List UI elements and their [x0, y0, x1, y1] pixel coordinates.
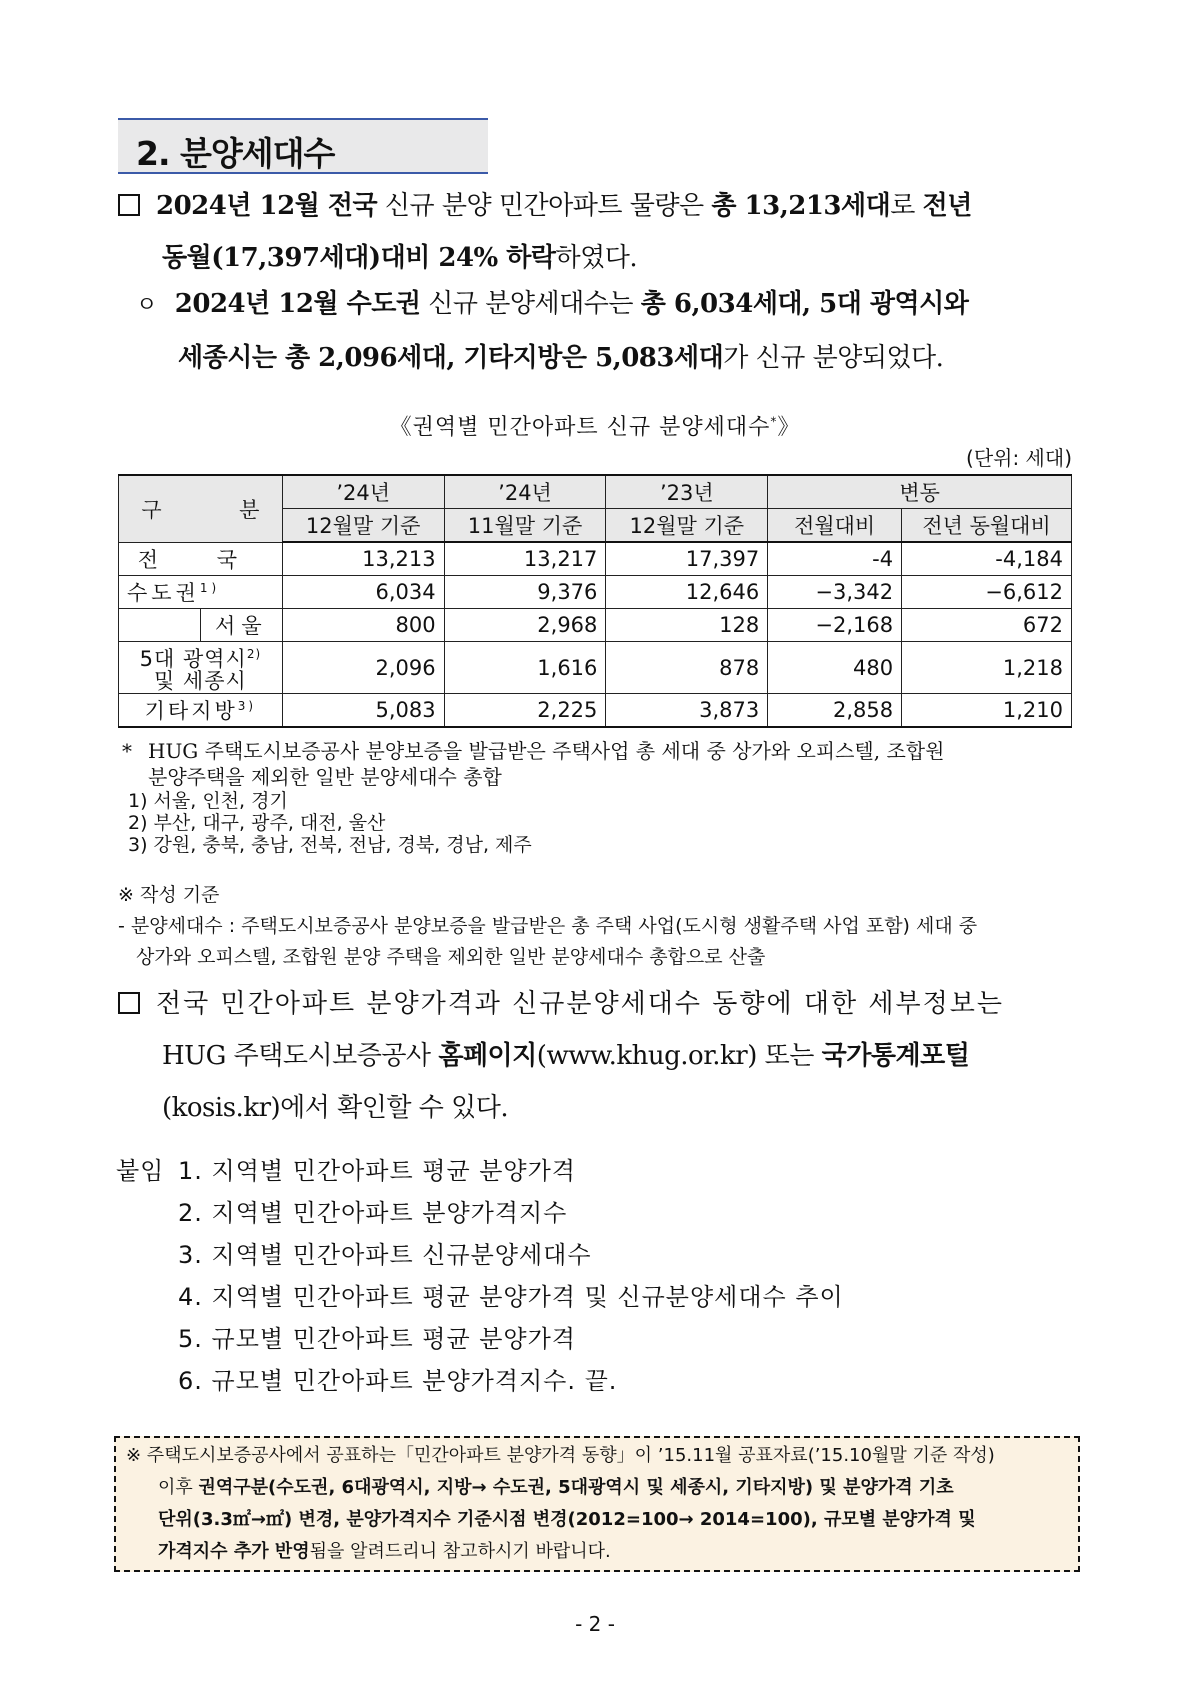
p3-url: (www.khug.or.kr) 또는 — [536, 1041, 822, 1071]
criteria-head: ※ 작성 기준 — [118, 884, 220, 906]
table-title-mark: * — [770, 414, 778, 429]
header-col1-basis: 12월말 기준 — [282, 509, 444, 543]
attachment-item: 1. 지역별 민간아파트 평균 분양가격 — [178, 1157, 576, 1185]
paragraph-regional — [136, 278, 1086, 384]
cell-value: 17,397 — [606, 542, 768, 576]
cell-value: 12,646 — [606, 576, 768, 609]
table-row — [119, 642, 1072, 694]
row-label: 수도권 — [127, 581, 200, 605]
notice-line-2a: 이후 — [158, 1477, 199, 1498]
notice-line-1: ※ 주택도시보증공사에서 공표하는「민간아파트 분양가격 동향」이 ’15.11월 공표자료(’15.10월말 기준 작성) — [126, 1445, 995, 1466]
header-bun: 분 — [239, 497, 260, 522]
paragraph-info — [118, 978, 1080, 1134]
cell-value: 480 — [768, 642, 902, 694]
cell-value: −3,342 — [768, 576, 902, 609]
cell-value: 2,225 — [444, 694, 606, 728]
criteria-line-2: 상가와 오피스텔, 조합원 분양 주택을 제외한 일반 분양세대수 총합으로 산출 — [136, 946, 766, 968]
cell-value: 2,858 — [768, 694, 902, 728]
cell-value: −6,612 — [902, 576, 1072, 609]
cell-value: 878 — [606, 642, 768, 694]
cell-value: 3,873 — [606, 694, 768, 728]
table-title — [0, 410, 1190, 441]
row-label-sup: 1) — [199, 581, 221, 595]
cell-value: 1,218 — [902, 642, 1072, 694]
cell-value: 2,968 — [444, 609, 606, 642]
row-label-2: 및 세종시 — [153, 669, 247, 693]
table-row — [119, 694, 1072, 728]
p1-total: 총 13,213세대 — [711, 191, 891, 221]
row-label-cell — [119, 694, 283, 728]
note-star-text-2: 분양주택을 제외한 일반 분양세대수 총합 — [148, 765, 502, 789]
notice-line-4a: 가격지수 추가 반영 — [158, 1541, 310, 1562]
row-label-cell — [119, 576, 283, 609]
row-label: 서울 — [200, 609, 282, 642]
p3-line-3: (kosis.kr)에서 확인할 수 있다. — [162, 1093, 509, 1123]
note-star-text: HUG 주택도시보증공사 분양보증을 발급받은 주택사업 총 세대 중 상가와 오피스텔, 조합원 — [148, 739, 945, 763]
notice-line-2b: 권역구분(수도권, 6대광역시, 지방→ 수도권, 5대광역시 및 세종시, 기타지방) 및 분양가격 기초 — [198, 1477, 954, 1498]
attachment-item: 3. 지역별 민간아파트 신규분양세대수 — [178, 1241, 592, 1269]
attachments — [116, 1150, 1076, 1402]
attachment-item: 5. 규모별 민간아파트 평균 분양가격 — [178, 1325, 576, 1353]
cell-value: 9,376 — [444, 576, 606, 609]
cell-value: -4 — [768, 542, 902, 576]
row-label: 5대 광역시 — [139, 647, 247, 671]
header-change: 변동 — [768, 475, 1072, 509]
header-category — [119, 475, 283, 542]
cell-value: -4,184 — [902, 542, 1072, 576]
header-col1-year: ’24년 — [282, 475, 444, 509]
criteria — [118, 880, 1080, 973]
cell-value: 2,096 — [282, 642, 444, 694]
p1-prev: 전년 — [922, 191, 972, 221]
cell-value: 13,217 — [444, 542, 606, 576]
header-gu: 구 — [141, 497, 162, 522]
note-3: 3) 강원, 충북, 충남, 전북, 전남, 경북, 경남, 제주 — [128, 834, 532, 856]
p3-homepage: 홈페이지 — [438, 1041, 537, 1071]
table-title-end: 》 — [777, 415, 801, 440]
notice-line-4b: 됨을 알려드리니 참고하시기 바랍니다. — [309, 1541, 611, 1562]
row-label: 전 국 — [119, 542, 283, 576]
cell-value: 128 — [606, 609, 768, 642]
attachment-item: 2. 지역별 민간아파트 분양가격지수 — [178, 1199, 568, 1227]
p3-hug: HUG 주택도시보증공사 — [162, 1041, 439, 1071]
p1-compare: 동월(17,397세대)대비 24% 하락 — [162, 243, 556, 273]
cell-value: 672 — [902, 609, 1072, 642]
supply-table — [118, 474, 1072, 728]
p1-text2: 로 — [890, 191, 923, 221]
note-2: 2) 부산, 대구, 광주, 대전, 울산 — [128, 812, 386, 834]
header-yoy: 전년 동월대비 — [902, 509, 1072, 543]
p2-date: 2024년 12월 수도권 — [174, 289, 421, 319]
row-label-sup: 3) — [237, 699, 257, 713]
circle-bullet-icon: ㅇ — [136, 293, 157, 318]
indent-cell — [119, 609, 201, 642]
table-unit: (단위: 세대) — [966, 446, 1072, 470]
row-label-cell — [119, 642, 283, 694]
p3-kosis: 국가통계포털 — [821, 1041, 970, 1071]
table-row — [119, 609, 1072, 642]
cell-value: 5,083 — [282, 694, 444, 728]
cell-value: 6,034 — [282, 576, 444, 609]
p2-end: 가 신규 분양되었다. — [723, 343, 944, 373]
paragraph-summary — [118, 180, 1078, 284]
table-row — [119, 542, 1072, 576]
p2-total: 총 6,034세대, 5대 광역시와 — [640, 289, 969, 319]
cell-value: 1,616 — [444, 642, 606, 694]
attachment-item: 6. 규모별 민간아파트 분양가격지수. 끝. — [178, 1367, 618, 1395]
cell-value: 13,213 — [282, 542, 444, 576]
header-col3-basis: 12월말 기준 — [606, 509, 768, 543]
attachment-item: 4. 지역별 민간아파트 평균 분양가격 및 신규분양세대수 추이 — [178, 1283, 844, 1311]
table-notes — [122, 738, 1082, 856]
p1-text: 신규 분양 민간아파트 물량은 — [377, 191, 712, 221]
notice-box — [114, 1436, 1080, 1572]
square-bullet-icon — [118, 992, 140, 1014]
cell-value: −2,168 — [768, 609, 902, 642]
p2-regions: 세종시는 총 2,096세대, 기타지방은 5,083세대 — [178, 343, 724, 373]
notice-line-3: 단위(3.3㎡→㎡) 변경, 분양가격지수 기준시점 변경(2012=100→ 2014=100), 규모별 분양가격 및 — [158, 1509, 976, 1530]
p1-end: 하였다. — [555, 243, 638, 273]
cell-value: 1,210 — [902, 694, 1072, 728]
p2-text: 신규 분양세대수는 — [420, 289, 641, 319]
p3-line-1: 전국 민간아파트 분양가격과 신규분양세대수 동향에 대한 세부정보는 — [156, 989, 1004, 1019]
header-col2-basis: 11월말 기준 — [444, 509, 606, 543]
attachments-label: 붙임 — [116, 1157, 165, 1185]
square-bullet-icon — [118, 194, 140, 216]
cell-value: 800 — [282, 609, 444, 642]
section-title: 2. 분양세대수 — [136, 134, 335, 173]
header-col2-year: ’24년 — [444, 475, 606, 509]
note-1: 1) 서울, 인천, 경기 — [128, 790, 288, 812]
p1-date: 2024년 12월 전국 — [156, 191, 378, 221]
row-label-sup: 2) — [246, 647, 262, 661]
page-number: - 2 - — [575, 1612, 615, 1636]
row-label: 기타지방 — [144, 699, 238, 723]
header-mom: 전월대비 — [768, 509, 902, 543]
criteria-line-1: - 분양세대수 : 주택도시보증공사 분양보증을 발급받은 총 주택 사업(도시형 생활주택 사업 포함) 세대 중 — [118, 915, 978, 937]
table-row — [119, 576, 1072, 609]
header-col3-year: ’23년 — [606, 475, 768, 509]
table-title-text: 《권역별 민간아파트 신규 분양세대수 — [389, 415, 771, 440]
note-star: * — [122, 739, 132, 763]
section-heading — [118, 118, 488, 174]
